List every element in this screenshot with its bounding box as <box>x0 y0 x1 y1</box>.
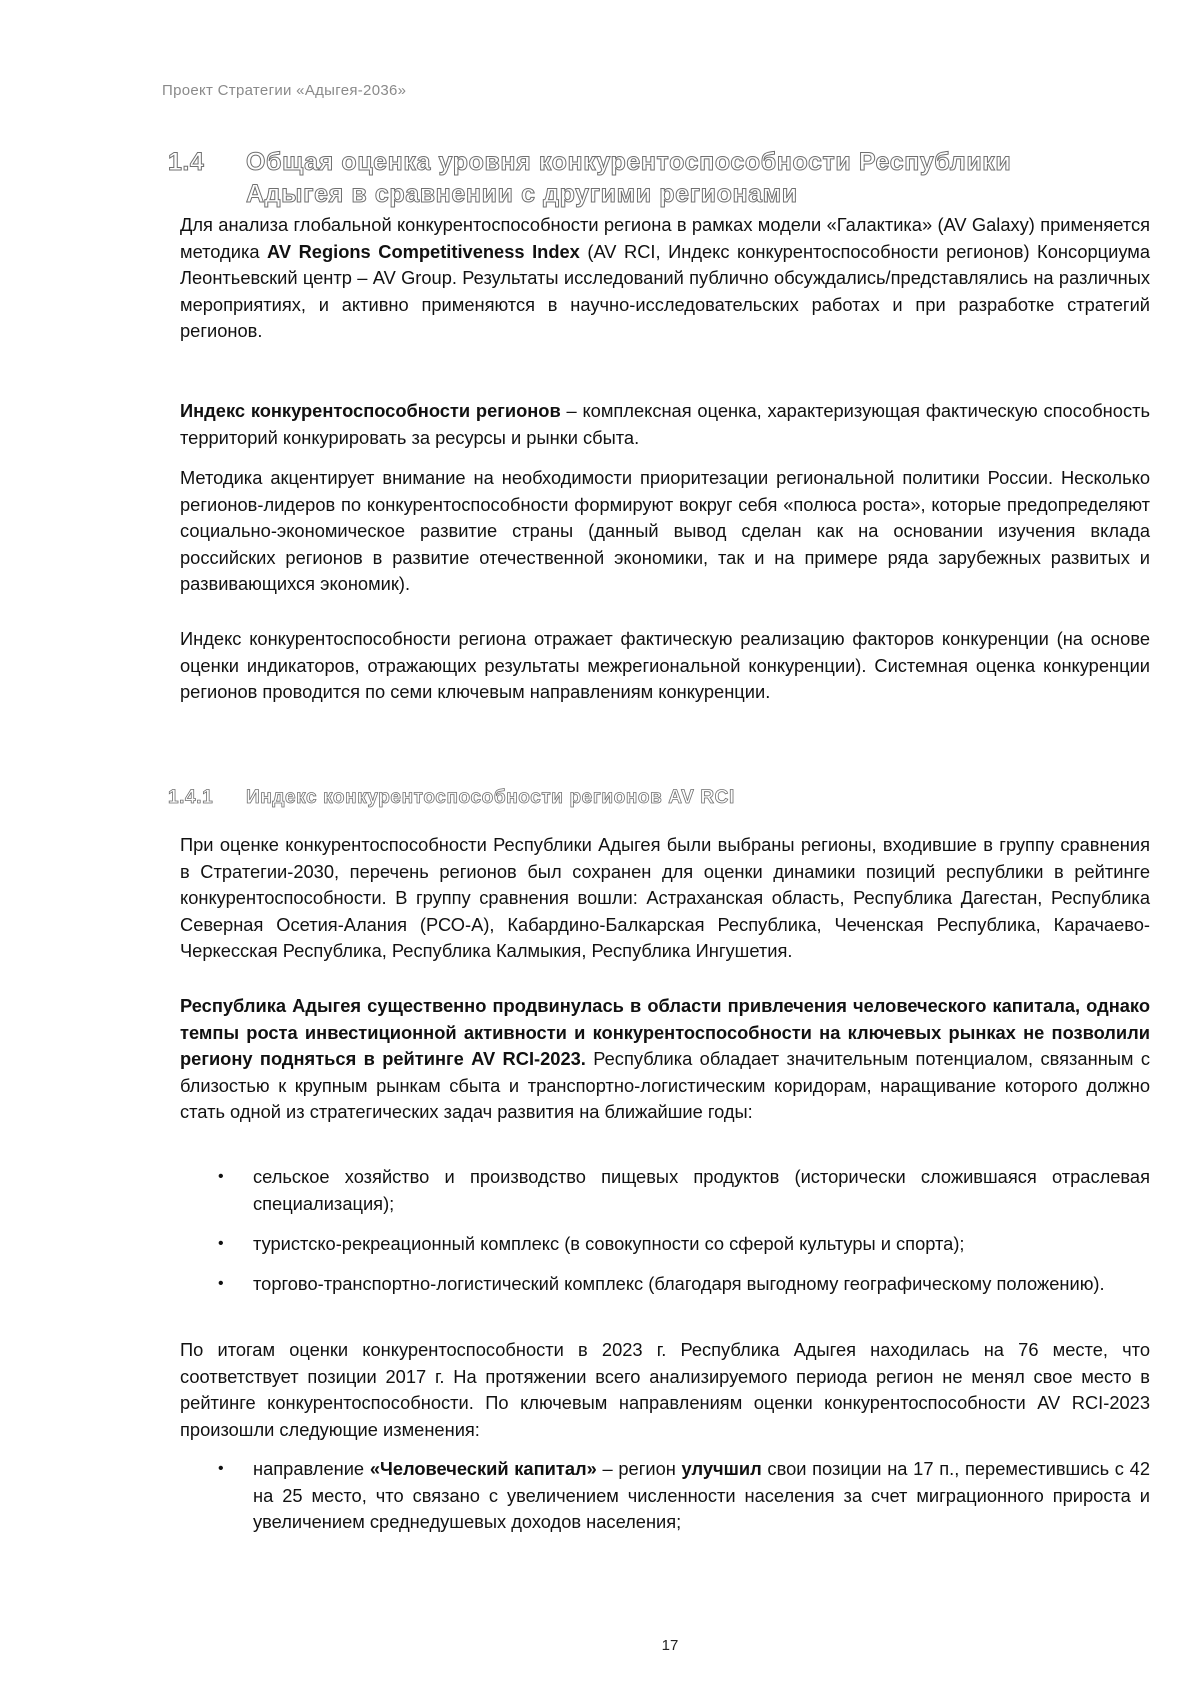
bold-run: Индекс конкурентоспособности регионов <box>180 400 561 421</box>
section-number: 1.4 <box>168 148 205 176</box>
text-run: – комплексная оценка, характеризующая фактическую способность территорий конкурировать за ресурсы и рынки сбыта. <box>180 400 1150 448</box>
paragraph-definition <box>180 398 1150 451</box>
paragraph-method <box>180 212 1150 345</box>
bold-run: улучшил <box>681 1458 762 1479</box>
section-title: Общая оценка уровня конкурентоспособности Республики Адыгея в сравнении с другими регионами <box>246 148 1012 208</box>
bold-run: «Человеческий капитал» <box>369 1458 597 1479</box>
bullet-item: сельское хозяйство и производство пищевых продуктов (исторически сложившаяся отраслевая специализация); <box>253 1166 1150 1214</box>
bold-run: Республика Адыгея существенно продвинулась в области привлечения человеческого капитала, однако темпы роста инвестиционной активности и конкурентоспособности на ключевых рынках не позволили региону подняться в рейтинге AV RCI-2023. <box>180 995 1150 1069</box>
bullet-marker: • <box>218 1275 224 1292</box>
text-run: направление <box>253 1458 370 1479</box>
subsection-heading <box>168 787 1068 809</box>
bullet-marker: • <box>218 1235 224 1252</box>
page-number: 17 <box>661 1637 679 1654</box>
bold-run: AV Regions Competitiveness Index <box>267 240 580 262</box>
text-run: (AV RCI, Индекс конкурентоспособности регионов) Консорциума Леонтьевский центр – AV Group. Результаты исследований публично обсуждались/представлялись на различных мероприятиях, и активно применяются в научно-исследовательских работах и при разработке стратегий регионов. <box>180 240 1151 341</box>
paragraph-summary <box>180 993 1150 1126</box>
subsection-number: 1.4.1 <box>168 787 214 808</box>
bullet-marker: • <box>218 1168 224 1185</box>
text-run: Для анализа глобальной конкурентоспособности региона в рамках модели «Галактика» (AV Galaxy) применяется методика <box>180 214 1150 262</box>
text-run: Республика обладает значительным потенциалом, связанным с близостью к крупным рынкам сбыта и транспортно-логистическим коридорам, наращивание которого должно стать одной из стратегических задач развития на ближайшие годы: <box>180 1048 1151 1122</box>
text-run: – регион <box>596 1458 682 1479</box>
section-heading <box>168 146 1068 210</box>
running-header: Проект Стратегии «Адыгея-2036» <box>162 82 407 99</box>
paragraph-results: По итогам оценки конкурентоспособности в 2023 г. Республика Адыгея находилась на 76 месте, что соответствует позиции 2017 г. На протяжении всего анализируемого периода регион не менял свое место в рейтинге конкурентоспособности. По ключевым направлениям оценки конкурентоспособности AV RCI-2023 произошли следующие изменения: <box>180 1339 1150 1440</box>
paragraph-poles: Методика акцентирует внимание на необходимости приоритезации региональной политики России. Несколько регионов-лидеров по конкурентоспособности формируют вокруг себя «полюса роста», которые предопределяют социально-экономическое развитие страны (данный вывод сделан как на основании изучения вклада российских регионов в развитие отечественной экономики, так и на примере ряда зарубежных развитых и развивающихся экономик). <box>180 467 1150 594</box>
bullet-marker: • <box>218 1460 224 1477</box>
paragraph-comparison-group: При оценке конкурентоспособности Республики Адыгея были выбраны регионы, входившие в группу сравнения в Стратегии-2030, перечень регионов был сохранен для оценки динамики позиций республики в рейтинге конкурентоспособности. В группу сравнения вошли: Астраханская область, Республика Дагестан, Республика Северная Осетия-Алания (РСО-А), Кабардино-Балкарская Республика, Чеченская Республика, Карачаево-Черкесская Республика, Республика Калмыкия, Республика Ингушетия. <box>180 834 1150 961</box>
paragraph-factors: Индекс конкурентоспособности региона отражает фактическую реализацию факторов конкуренции (на основе оценки индикаторов, отражающих результаты межрегиональной конкуренции). Системная оценка конкуренции регионов проводится по семи ключевым направлениям конкуренции. <box>180 628 1150 702</box>
subsection-title: Индекс конкурентоспособности регионов AV RCI <box>246 787 735 808</box>
text-run: свои позиции на 17 п., переместившись с 42 на 25 место, что связано с увеличением численности населения за счет миграционного прироста и увеличением среднедушевых доходов населения; <box>253 1458 1150 1532</box>
bullet-item-human-capital <box>253 1456 1150 1536</box>
bullet-item: торгово-транспортно-логистический комплекс (благодаря выгодному географическому положению). <box>253 1273 1105 1294</box>
bullet-item: туристско-рекреационный комплекс (в совокупности со сферой культуры и спорта); <box>253 1233 965 1254</box>
